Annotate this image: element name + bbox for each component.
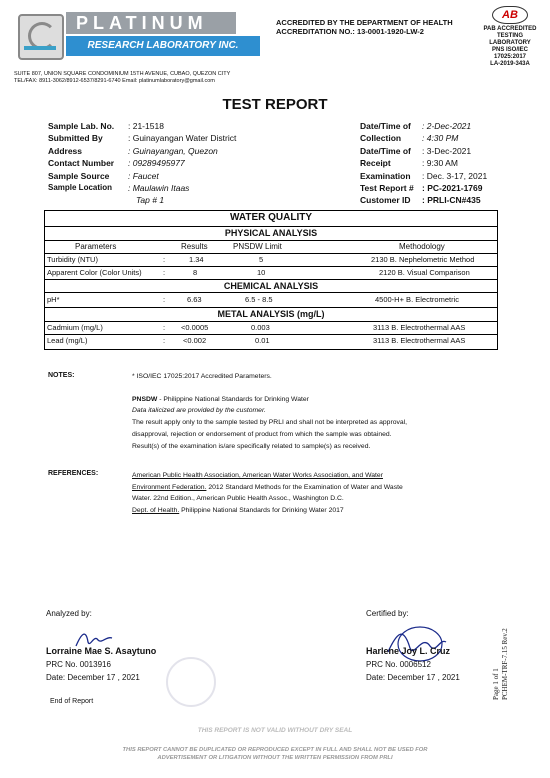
results-table (44, 210, 498, 350)
pab-line: 17025:2017 (493, 54, 527, 60)
row-method: 3113 B. Electrothermal AAS (373, 336, 466, 345)
form-code: PCHEM-TRF-7.15 Rev.2 (501, 628, 509, 700)
info-value: : Guinayangan, Quezon (128, 145, 218, 156)
info-value: : 09289495977 (128, 158, 185, 169)
pab-logo-icon: AB (492, 6, 528, 24)
reference-line: American Public Health Association, American Water Works Association, and Water (132, 472, 383, 479)
info-value: : 2-Dec-2021 (422, 121, 472, 131)
notes-pnsdw (132, 394, 309, 405)
col-header-results: Results (181, 242, 208, 251)
sample-info-right (360, 120, 520, 210)
logo-wordmark: PLATINUM (66, 12, 236, 34)
pab-line: LABORATORY (489, 40, 531, 46)
lab-emblem-icon (18, 14, 64, 60)
analyst-prc: PRC No. 0013916 (46, 660, 111, 669)
analyzed-label: Analyzed by: (46, 609, 92, 618)
info-value: : PRLI-CN#435 (422, 195, 481, 206)
row-method: 4500-H+ B. Electrometric (375, 295, 459, 304)
info-label: Sample Location (48, 183, 113, 192)
reference-line: Water. 22nd Edition., American Public Health Assoc., Washington D.C. (132, 495, 344, 503)
accreditation-line: ACCREDITED BY THE DEPARTMENT OF HEALTH (276, 18, 453, 27)
info-value: : PC-2021-1769 (422, 183, 483, 193)
certifier-name: Harlene Joy L. Cruz (366, 646, 451, 656)
info-value: : Guinayangan Water District (128, 133, 237, 144)
col-header-limit: PNSDW Limit (233, 242, 282, 251)
info-value: : Maulawin Itaas (128, 183, 190, 193)
info-label: Customer ID (360, 195, 411, 206)
sample-info-left (48, 120, 248, 210)
reference-line: Dept. of Health. (132, 507, 180, 515)
info-value: : Dec. 3-17, 2021 (422, 170, 488, 181)
row-result: <0.002 (183, 336, 207, 345)
row-colon: : (163, 295, 166, 304)
references-label: REFERENCES: (48, 470, 99, 477)
reference-line: 2012 Standard Methods for the Examination of Water and Waste (206, 483, 403, 491)
accreditation-number: ACCREDITATION NO.: 13-0001-1920-LW-2 (276, 27, 424, 36)
row-method: 2120 B. Visual Comparison (379, 268, 470, 277)
info-label: Sample Source (48, 170, 110, 181)
info-value: : 3-Dec-2021 (422, 145, 472, 156)
page-title: TEST REPORT (222, 96, 328, 113)
info-label: Contact Number (48, 158, 115, 169)
row-method: 3113 B. Electrothermal AAS (373, 323, 466, 332)
footer-line: ADVERTISEMENT OR LITIGATION WITHOUT THE WRITTEN PERMISSION FROM PRLI (157, 755, 393, 761)
pab-line: PNS ISO/IEC (491, 47, 528, 53)
dry-seal (166, 657, 216, 707)
info-value: Tap # 1 (136, 195, 165, 206)
info-label: Receipt (360, 158, 391, 169)
notes-label: NOTES: (48, 372, 75, 379)
row-param: Apparent Color (Color Units) (47, 268, 142, 277)
row-result: 1.34 (189, 255, 204, 264)
info-value: : Faucet (128, 170, 159, 181)
notes-accredited: * ISO/IEC 17025:2017 Accredited Parameters. (132, 373, 272, 380)
analyst-date: Date: December 17 , 2021 (46, 673, 140, 682)
row-result: 6.63 (187, 295, 202, 304)
row-limit: 5 (259, 255, 264, 264)
row-param: pH* (47, 295, 60, 304)
accreditation-block (276, 18, 453, 36)
document-code (492, 560, 510, 700)
col-header-method: Methodology (399, 242, 445, 251)
analyst-block (46, 645, 156, 684)
section-metal: METAL ANALYSIS (mg/L) (217, 309, 325, 319)
table-title: WATER QUALITY (229, 212, 313, 223)
company-address (14, 71, 230, 85)
footer-line: THIS REPORT CANNOT BE DUPLICATED OR REPRODUCED EXCEPT IN FULL AND SHALL NOT BE USED FOR (122, 747, 428, 753)
certifier-block (366, 645, 460, 684)
page-number: Page 1 of 1 (492, 668, 500, 700)
contact-line: TEL/FAX: 8911-3062/8912-6537/8291-6740 Email: platinumlaboratory@gmail.com (14, 78, 215, 84)
pnsdw-abbr: PNSDW (132, 396, 158, 403)
row-result: 8 (193, 268, 198, 277)
reference-line: Environment Federation. (132, 483, 207, 491)
row-colon: : (163, 323, 166, 332)
pnsdw-text: - Philippine National Standards for Drinking Water (157, 396, 309, 403)
notes-italic: Data italicized are provided by the customer. (132, 407, 266, 414)
row-limit: 6.5 - 8.5 (245, 295, 273, 304)
info-label: Sample Lab. No. (48, 121, 115, 131)
col-header-parameters: Parameters (75, 242, 117, 251)
info-label: Test Report # (360, 183, 414, 193)
section-physical: PHYSICAL ANALYSIS (224, 228, 318, 238)
info-label: Submitted By (48, 133, 103, 144)
analyst-name: Lorraine Mae S. Asaytuno (46, 646, 157, 656)
pab-line: TESTING (496, 33, 523, 39)
info-label: Date/Time of (360, 121, 411, 131)
row-colon: : (163, 336, 166, 345)
pab-accreditation (478, 6, 542, 68)
certifier-date: Date: December 17 , 2021 (366, 673, 460, 682)
info-label: Address (48, 145, 83, 156)
notes-disclaimer: The result apply only to the sample tested by PRLI and shall not be interpreted as approval, (132, 419, 408, 426)
info-value: : 4:30 PM (422, 133, 459, 144)
row-param: Lead (mg/L) (47, 336, 88, 345)
row-limit: 0.01 (255, 336, 270, 345)
info-value: : 9:30 AM (422, 158, 458, 169)
address-line: SUITE 807, UNION SQUARE CONDOMINIUM 15TH AVENUE, CUBAO, QUEZON CITY (14, 71, 231, 77)
logo-subtitle: RESEARCH LABORATORY INC. (66, 36, 260, 56)
pab-line: PAB ACCREDITED (483, 26, 537, 32)
row-result: <0.0005 (181, 323, 209, 332)
pab-line: LA-2019-343A (490, 61, 530, 67)
footer-validity: THIS REPORT IS NOT VALID WITHOUT DRY SEAL (197, 727, 353, 734)
row-limit: 10 (257, 268, 266, 277)
row-param: Turbidity (NTU) (47, 255, 98, 264)
end-of-report: End of Report (50, 698, 94, 705)
row-colon: : (163, 268, 166, 277)
section-chemical: CHEMICAL ANALYSIS (223, 281, 319, 291)
info-value: : 21-1518 (128, 121, 164, 131)
row-method: 2130 B. Nephelometric Method (371, 255, 475, 264)
company-logo (14, 12, 262, 60)
row-colon: : (163, 255, 166, 264)
certified-label: Certified by: (366, 609, 409, 618)
certifier-prc: PRC No. 0006512 (366, 660, 431, 669)
info-label: Date/Time of (360, 145, 411, 156)
row-limit: 0.003 (251, 323, 270, 332)
notes-disclaimer: disapproval, rejection or endorsement of product from which the sample was obtained. (132, 431, 392, 438)
info-label: Examination (360, 170, 411, 181)
notes-disclaimer: Result(s) of the examination is/are specifically related to sample(s) as received. (132, 443, 371, 450)
references-list (132, 470, 403, 517)
reference-line: Philippine National Standards for Drinking Water 2017 (179, 507, 344, 515)
footer-disclaimer (0, 746, 550, 762)
info-label: Collection (360, 133, 402, 144)
row-param: Cadmium (mg/L) (47, 323, 103, 332)
